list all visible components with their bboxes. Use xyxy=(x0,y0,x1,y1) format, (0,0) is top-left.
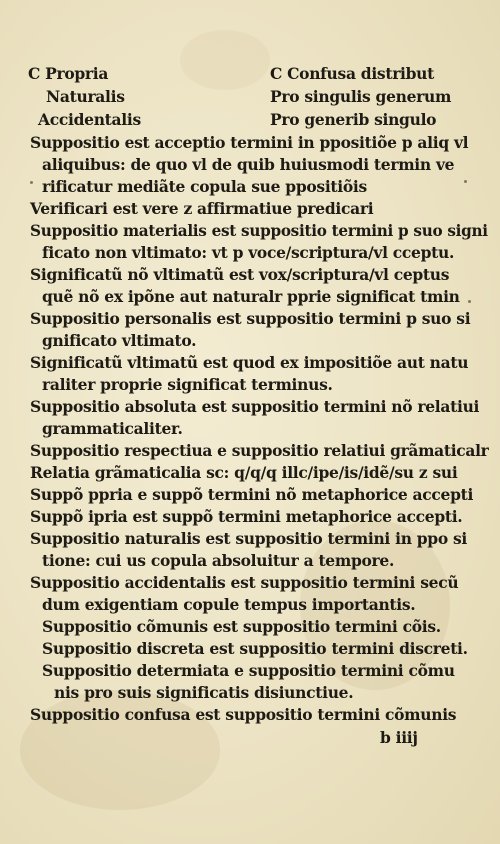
text-line: Relatia grãmaticalia sc: q/q/q illc/ipe/is/idẽ/su z sui xyxy=(30,463,458,482)
text-line: Suppositio discreta est suppositio termini discreti. xyxy=(42,639,468,658)
text-line: quẽ nõ ex ipõne aut naturalr pprie significat tmin xyxy=(42,287,460,306)
text-line: Significatũ nõ vltimatũ est vox/scriptura/vl ceptus xyxy=(30,265,450,284)
paper-stain xyxy=(180,30,270,90)
text-line: Suppositio confusa est suppositio termini cõmunis xyxy=(30,705,457,724)
text-line: tione: cui us copula absoluitur a tempore. xyxy=(42,551,395,570)
text-line: Suppõ ppria e suppõ termini nõ metaphorice accepti xyxy=(30,485,474,504)
ink-speck xyxy=(464,180,467,183)
left-column-line: Accidentalis xyxy=(38,110,141,129)
ink-speck xyxy=(30,181,33,184)
text-line: Suppositio accidentalis est suppositio termini secũ xyxy=(30,573,459,592)
text-line: aliquibus: de quo vl de quib huiusmodi termin ve xyxy=(42,155,455,174)
text-line: nis pro suis significatis disiunctiue. xyxy=(54,683,354,702)
signature-mark: b iiij xyxy=(380,728,418,747)
text-line: Suppositio personalis est suppositio termini p suo si xyxy=(30,309,471,328)
right-column-line: Pro generib singulo xyxy=(270,110,437,129)
text-line: Suppositio respectiua e suppositio relatiui grãmaticalr xyxy=(30,441,489,460)
text-line: Suppositio naturalis est suppositio termini in ppo si xyxy=(30,529,467,548)
text-line: Suppositio materialis est suppositio termini p suo signi xyxy=(30,221,488,240)
right-column-line: C Confusa distribut xyxy=(270,64,435,83)
text-line: Verificari est vere z affirmatiue predicari xyxy=(30,199,374,218)
text-line: gnificato vltimato. xyxy=(42,331,197,350)
text-line: raliter proprie significat terminus. xyxy=(42,375,333,394)
text-line: dum exigentiam copule tempus importantis. xyxy=(42,595,416,614)
text-line: Suppõ ipria est suppõ termini metaphorice accepti. xyxy=(30,507,463,526)
right-column-line: Pro singulis generum xyxy=(270,87,452,106)
left-column-line: C Propria xyxy=(28,64,109,83)
text-line: grammaticaliter. xyxy=(42,419,183,438)
ink-speck xyxy=(468,300,471,303)
text-line: Suppositio determiata e suppositio termini cõmu xyxy=(42,661,455,680)
text-line: ficato non vltimato: vt p voce/scriptura/vl cceptu. xyxy=(42,243,455,262)
text-line: Suppositio est acceptio termini in ppositiõe p aliq vl xyxy=(30,133,469,152)
text-line: Suppositio cõmunis est suppositio termini cõis. xyxy=(42,617,441,636)
left-column-line: Naturalis xyxy=(46,87,125,106)
text-line: Suppositio absoluta est suppositio termini nõ relatiui xyxy=(30,397,480,416)
text-line: rificatur mediãte copula sue ppositiõis xyxy=(42,177,367,196)
text-line: Significatũ vltimatũ est quod ex impositiõe aut natu xyxy=(30,353,469,372)
